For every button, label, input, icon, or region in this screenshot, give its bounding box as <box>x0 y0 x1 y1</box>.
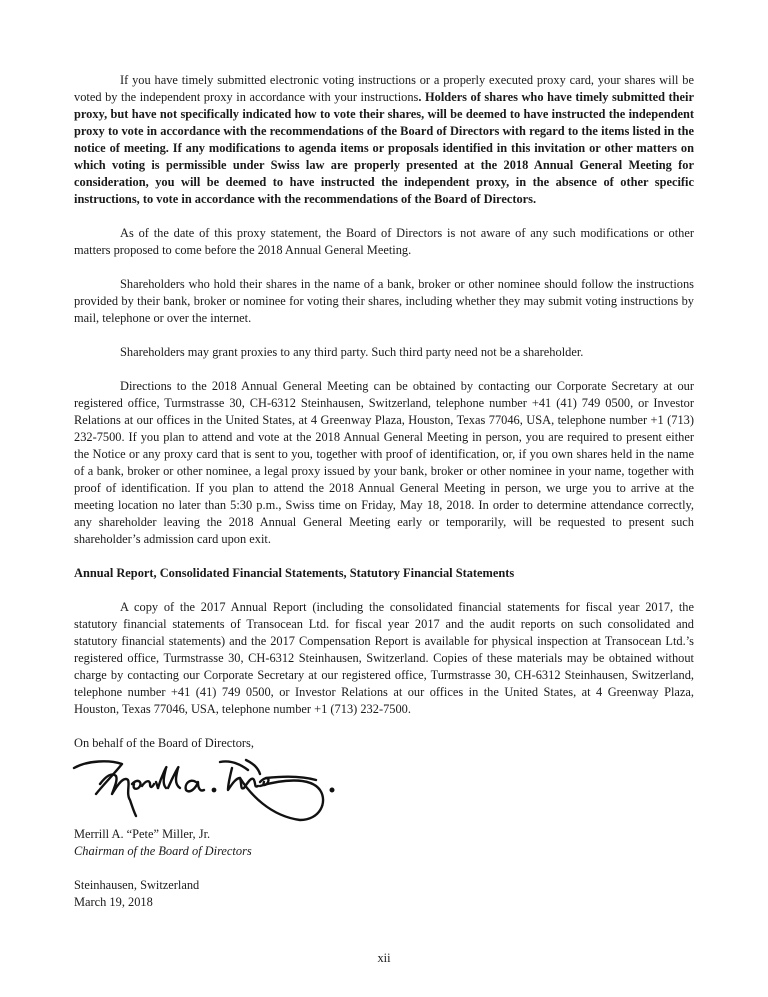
signing-date: March 19, 2018 <box>74 895 153 909</box>
signing-place: Steinhausen, Switzerland <box>74 878 200 892</box>
paragraph-proxy-voting <box>74 72 694 208</box>
document-page <box>74 72 694 911</box>
paragraph-annual-report: A copy of the 2017 Annual Report (including the consolidated financial statements for fiscal year 2017, the statutory financial statements of Transocean Ltd. for fiscal year 2017 and the audit reports on such consolidated and statutory financial statements) and the 2017 Compensation Report is available for physical inspection at Transocean Ltd.’s registered office, Turmstrasse 30, CH-6312 Steinhausen, Switzerland. Copies of these materials may be obtained without charge by contacting our Corporate Secretary at our registered office, Turmstrasse 30, CH-6312 Steinhausen, Switzerland, telephone number +41 (41) 749 0500, or Investor Relations at our offices in the United States, at 4 Greenway Plaza, Houston, Texas 77046, USA, telephone number +1 (713) 232-7500. <box>74 600 694 716</box>
paragraph-meeting-directions: Directions to the 2018 Annual General Meeting can be obtained by contacting our Corporate Secretary at our registered office, Turmstrasse 30, CH-6312 Steinhausen, Switzerland, telephone number +41 (41) 749 0500, or Investor Relations at our offices in the United States, at 4 Greenway Plaza, Houston, Texas 77046, USA, telephone number +1 (713) 232-7500. If you plan to attend and vote at the 2018 Annual General Meeting in person, you are required to present either the Notice or any proxy card that is sent to you, together with proof of identification, or, if you own shares held in the name of a bank, broker or other nominee, a legal proxy issued by your bank, broker or other nominee in your name, together with proof of identification. If you plan to attend the 2018 Annual General Meeting in person, we urge you to arrive at the meeting location no later than 5:30 p.m., Swiss time on Friday, May 18, 2018. In order to determine attendance correctly, any shareholder leaving the 2018 Annual General Meeting early or temporarily, will be requested to present such shareholder’s admission card upon exit. <box>74 379 694 546</box>
paragraph-board-awareness: As of the date of this proxy statement, the Board of Directors is not aware of any such modifications or other matters proposed to come before the 2018 Annual General Meeting. <box>74 226 694 257</box>
paragraph-nominee-instructions: Shareholders who hold their shares in the name of a bank, broker or other nominee should follow the instructions provided by their bank, broker or nominee for voting their shares, including whether they may submit voting instructions by mail, telephone or over the internet. <box>74 277 694 325</box>
paragraph-bold-text: . Holders of shares who have timely submitted their proxy, but have not specifically indicated how to vote their shares, will be deemed to have instructed the independent proxy to vote in accordance with the recommendations of the Board of Directors with regard to the items listed in the notice of meeting. If any modifications to agenda items or proposals identified in this invitation or other matters on which voting is permissible under Swiss law are properly presented at the 2018 Annual General Meeting for consideration, you will be deemed to have instructed the independent proxy, in the absence of other specific instructions, to vote in accordance with the recommendations of the Board of Directors. <box>74 90 694 206</box>
paragraph-third-party-proxies: Shareholders may grant proxies to any third party. Such third party need not be a shareholder. <box>120 345 584 359</box>
signer-name: Merrill A. “Pete” Miller, Jr. <box>74 827 211 841</box>
section-heading: Annual Report, Consolidated Financial Statements, Statutory Financial Statements <box>74 566 515 580</box>
closing-line: On behalf of the Board of Directors, <box>74 736 254 750</box>
page-number: xii <box>377 951 391 965</box>
signature-icon <box>70 754 340 826</box>
signer-title: Chairman of the Board of Directors <box>74 844 252 858</box>
paragraph-text: If you have timely submitted electronic voting instructions or a properly executed proxy card, your shares will be voted by the independent proxy in accordance with your instructions <box>74 73 694 104</box>
